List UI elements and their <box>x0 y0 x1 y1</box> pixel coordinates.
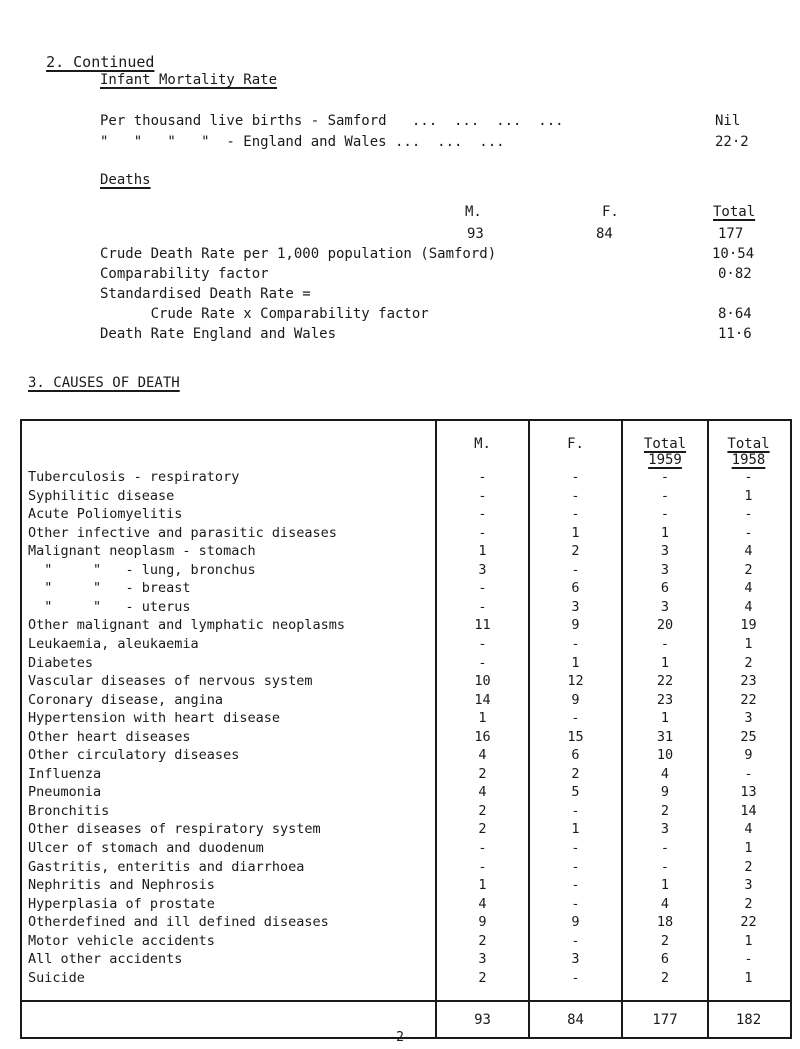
deaths-head-total: Total <box>713 204 756 220</box>
col-head-f: F. <box>567 436 584 452</box>
cause-label: Hypertension with heart disease <box>28 710 280 727</box>
cause-label: Other infective and parasitic diseases <box>28 524 337 541</box>
cell-m: 3 <box>478 561 487 578</box>
cause-label: Motor vehicle accidents <box>28 932 215 949</box>
cell-m: 2 <box>478 765 487 782</box>
cell-f: - <box>571 858 580 875</box>
cause-label: Syphilitic disease <box>28 487 175 504</box>
cause-label: Other heart diseases <box>28 728 191 745</box>
cell-f: - <box>571 802 580 819</box>
cell-t58: 23 <box>740 673 757 690</box>
cell-m: 14 <box>474 691 491 708</box>
cell-t58: 1 <box>744 969 753 986</box>
cell-t58: 1 <box>744 932 753 949</box>
cell-t58: 2 <box>744 858 753 875</box>
cell-m: - <box>478 840 487 856</box>
cell-t59: 6 <box>660 580 670 597</box>
col-head-m: M. <box>474 436 491 452</box>
cause-label: Hyperplasia of prostate <box>28 895 215 912</box>
cell-t58: 14 <box>740 802 757 819</box>
cell-t58: 1 <box>744 635 753 652</box>
deaths-m: 93 <box>467 226 484 242</box>
cell-f: 3 <box>571 951 580 968</box>
cell-m: - <box>478 580 487 597</box>
cell-t59: 3 <box>660 543 670 560</box>
cell-t59: 10 <box>656 747 674 764</box>
cell-f: 15 <box>567 728 584 745</box>
cell-t58: 3 <box>744 877 753 894</box>
cell-f: 2 <box>571 543 580 560</box>
cell-f: 6 <box>571 747 580 764</box>
rate-crude-label: Crude Death Rate per 1,000 population (Samford) <box>100 246 497 262</box>
cell-t59: 23 <box>656 691 674 708</box>
cell-t58: 13 <box>740 784 757 801</box>
cell-t59: 3 <box>660 821 670 838</box>
cell-f: - <box>571 710 580 727</box>
cell-t59: 2 <box>660 802 670 819</box>
rate-england-value: 11·6 <box>718 326 752 342</box>
col-head-year-1958: 1958 <box>731 452 766 468</box>
cell-m: 1 <box>478 543 487 560</box>
cell-t58: 2 <box>744 561 753 578</box>
col-head-year-1959: 1959 <box>648 452 682 468</box>
cell-t59: 2 <box>660 932 670 949</box>
cell-m: 2 <box>478 821 487 838</box>
cause-label: Malignant neoplasm - stomach <box>28 543 256 560</box>
total-1959: 177 <box>652 1012 678 1028</box>
cell-t59: 31 <box>656 728 674 745</box>
cell-t58: - <box>744 506 753 523</box>
cell-f: 6 <box>571 580 580 597</box>
page-number: -2- <box>388 1030 412 1045</box>
cell-f: 3 <box>571 598 580 615</box>
cell-t58: - <box>744 469 753 485</box>
cell-t59: 1 <box>660 877 670 894</box>
deaths-title: Deaths <box>100 172 151 188</box>
cause-label: Gastritis, enteritis and diarrhoea <box>28 858 305 875</box>
cell-t59: 1 <box>660 654 670 671</box>
cause-label: " " - breast <box>28 580 191 597</box>
cell-f: 1 <box>571 654 580 671</box>
cell-m: - <box>478 506 487 523</box>
deaths-head-m: M. <box>465 204 482 220</box>
cell-m: - <box>478 635 487 652</box>
cell-t58: - <box>744 524 753 541</box>
imr-row-samford: Per thousand live births - Samford ... ... ... ... <box>100 113 564 129</box>
cell-m: - <box>478 654 487 671</box>
deaths-f: 84 <box>596 226 613 242</box>
rate-factor-label: Comparability factor <box>100 266 269 282</box>
cell-f: - <box>571 635 580 652</box>
rate-standardised-value: 8·64 <box>718 306 752 322</box>
cause-label: Influenza <box>28 765 102 782</box>
cell-t59: - <box>660 506 670 523</box>
cause-label: Vascular diseases of nervous system <box>28 673 313 690</box>
cell-f: 9 <box>571 914 580 931</box>
cell-m: 4 <box>478 895 487 912</box>
cell-m: 11 <box>474 617 491 634</box>
deaths-head-f: F. <box>602 204 619 220</box>
cell-t59: 4 <box>660 765 670 782</box>
cell-f: - <box>571 932 580 949</box>
cell-f: 1 <box>571 524 580 541</box>
cell-m: 3 <box>478 951 487 968</box>
cell-m: 10 <box>474 673 491 690</box>
col-head-total-1958: Total <box>727 436 770 452</box>
cell-t59: 3 <box>660 561 670 578</box>
rate-formula-label: Crude Rate x Comparability factor <box>100 306 429 322</box>
cell-m: 2 <box>478 802 487 819</box>
cause-label: Nephritis and Nephrosis <box>28 877 215 894</box>
cell-t58: 4 <box>744 821 753 838</box>
cell-f: - <box>571 561 580 578</box>
cell-f: - <box>571 506 580 523</box>
cell-f: 9 <box>571 691 580 708</box>
cell-t59: 4 <box>660 895 670 912</box>
cause-label: All other accidents <box>28 951 183 968</box>
cell-t58: 9 <box>744 747 753 764</box>
cell-t59: 1 <box>660 524 670 541</box>
cell-f: - <box>571 840 580 856</box>
cell-t59: 2 <box>660 969 670 986</box>
cell-f: - <box>571 895 580 912</box>
cell-m: 2 <box>478 969 487 986</box>
cell-f: - <box>571 487 580 504</box>
rate-standardised-label: Standardised Death Rate = <box>100 286 311 302</box>
cell-f: 12 <box>567 673 584 690</box>
cell-t59: 18 <box>656 914 674 931</box>
cause-label: Diabetes <box>28 654 94 671</box>
cell-t59: 6 <box>660 951 670 968</box>
cell-t58: 4 <box>744 598 753 615</box>
cause-label: Otherdefined and ill defined diseases <box>28 914 329 931</box>
total-m: 93 <box>474 1012 491 1028</box>
cell-t59: 9 <box>660 784 670 801</box>
cell-t58: 25 <box>740 728 757 745</box>
cause-label: Ulcer of stomach and duodenum <box>28 840 264 856</box>
cell-t58: - <box>744 765 753 782</box>
imr-title: Infant Mortality Rate <box>100 72 278 88</box>
cause-label: " " - lung, bronchus <box>28 561 256 578</box>
totals-rule <box>20 1000 790 1002</box>
deaths-total: 177 <box>718 226 744 242</box>
cell-t59: 20 <box>656 617 674 634</box>
cell-m: 1 <box>478 877 487 894</box>
cause-label: Other circulatory diseases <box>28 747 240 764</box>
cell-t58: 4 <box>744 580 753 597</box>
cell-t59: - <box>660 469 670 485</box>
cell-m: - <box>478 858 487 875</box>
cell-t58: 2 <box>744 654 753 671</box>
cause-label: Coronary disease, angina <box>28 691 224 708</box>
section-2-heading <box>28 38 154 70</box>
cell-f: - <box>571 969 580 986</box>
cell-m: 16 <box>474 728 491 745</box>
total-1958: 182 <box>735 1012 762 1028</box>
cause-label: Tuberculosis - respiratory <box>28 469 240 485</box>
section-3-heading: 3. CAUSES OF DEATH <box>28 375 180 391</box>
cell-t58: 22 <box>740 914 757 931</box>
rate-england-label: Death Rate England and Wales <box>100 326 337 342</box>
cell-m: - <box>478 598 487 615</box>
total-f: 84 <box>567 1012 584 1028</box>
cell-f: 2 <box>571 765 580 782</box>
cell-t59: 3 <box>660 598 670 615</box>
cell-t58: 1 <box>744 840 753 856</box>
cell-t59: - <box>660 487 670 504</box>
cell-m: 9 <box>478 914 487 931</box>
cell-t59: 1 <box>660 710 670 727</box>
cause-label: Leukaemia, aleukaemia <box>28 635 199 652</box>
col-head-total-1959: Total <box>643 436 687 452</box>
cell-f: - <box>571 877 580 894</box>
cell-t58: 4 <box>744 543 753 560</box>
cell-m: 4 <box>478 784 487 801</box>
rate-crude-value: 10·54 <box>712 246 755 262</box>
cell-m: - <box>478 524 487 541</box>
cause-label: Other diseases of respiratory system <box>28 821 321 838</box>
cell-m: 2 <box>478 932 487 949</box>
imr-value-england: 22·2 <box>715 134 749 150</box>
cell-t58: 3 <box>744 710 753 727</box>
cell-f: 9 <box>571 617 580 634</box>
section-2-label: 2. Continued <box>46 53 155 71</box>
cell-t58: 2 <box>744 895 753 912</box>
cell-m: 1 <box>478 710 487 727</box>
cell-t58: 1 <box>744 487 753 504</box>
cause-label: " " - uterus <box>28 598 191 615</box>
cell-t59: - <box>660 635 670 652</box>
imr-row-england: " " " " - England and Wales ... ... ... <box>100 134 505 150</box>
cell-t59: - <box>660 858 670 875</box>
cause-label: Pneumonia <box>28 784 102 801</box>
cause-label: Acute Poliomyelitis <box>28 506 183 523</box>
cell-t58: 19 <box>740 617 757 634</box>
cause-label: Other malignant and lymphatic neoplasms <box>28 617 345 634</box>
cell-m: 4 <box>478 747 487 764</box>
cell-f: 1 <box>571 821 580 838</box>
rate-factor-value: 0·82 <box>718 266 752 282</box>
cell-m: - <box>478 469 487 485</box>
cell-t58: 22 <box>740 691 757 708</box>
cell-t58: - <box>744 951 753 968</box>
cell-t59: - <box>660 840 670 856</box>
imr-value-samford: Nil <box>715 113 741 129</box>
cell-f: - <box>571 469 580 485</box>
cell-t59: 22 <box>656 673 674 690</box>
cause-label: Bronchitis <box>28 802 110 819</box>
cause-label: Suicide <box>28 969 85 986</box>
cell-m: - <box>478 487 487 504</box>
cell-f: 5 <box>571 784 580 801</box>
